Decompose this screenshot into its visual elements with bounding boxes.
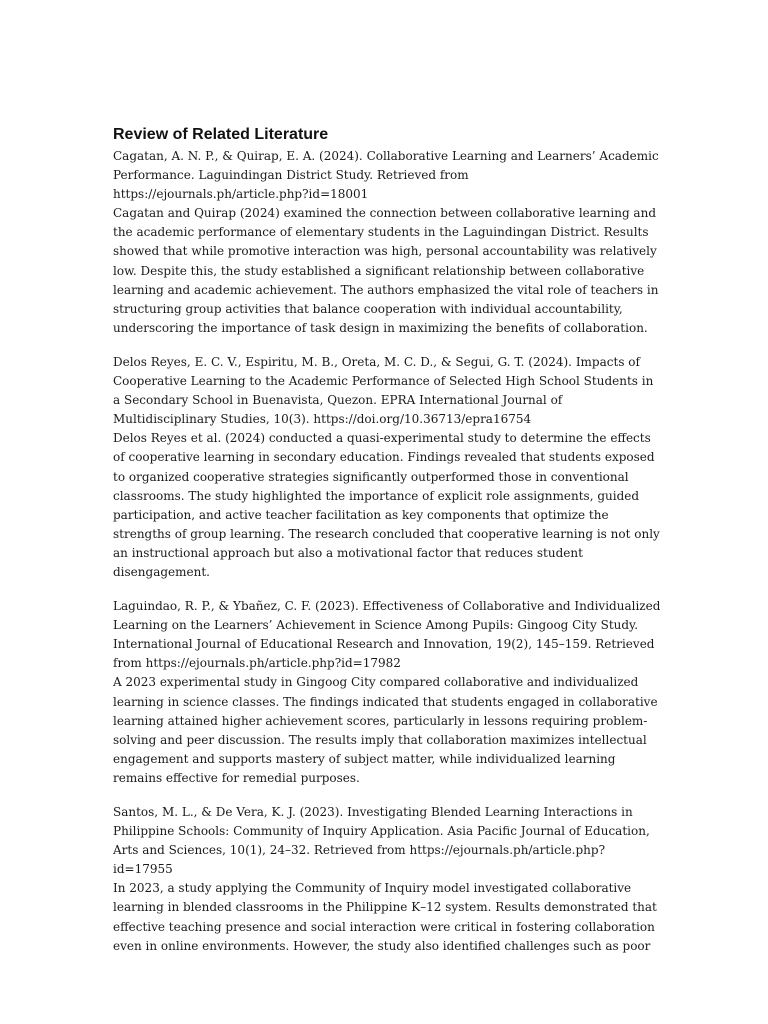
entry-citation: Delos Reyes, E. C. V., Espiritu, M. B., Oreta, M. C. D., & Segui, G. T. (2024). Impacts of Cooperative Learning to the Academic Performance of Selected High School Students in a Secondary School in Buenavista, Quezon. EPRA International Journal of Multidisciplinary Studies, 10(3). https://doi.org/10.36713/epra16754 — [113, 354, 654, 427]
literature-entry — [113, 147, 661, 338]
literature-entry — [113, 353, 661, 582]
document-page — [113, 124, 661, 971]
entry-summary: A 2023 experimental study in Gingoog City compared collaborative and individualized learning in science classes. The findings indicated that students engaged in collaborative learning attained higher achievement scores, particularly in lessons requiring problem-solving and peer discussion. The results imply that collaboration maximizes intellectual engagement and supports mastery of subject matter, while individualized learning remains effective for remedial purposes. — [113, 675, 658, 785]
literature-entry — [113, 803, 661, 956]
literature-entry — [113, 597, 661, 788]
entry-summary: In 2023, a study applying the Community of Inquiry model investigated collaborative learning in blended classrooms in the Philippine K–12 system. Results demonstrated that effective teaching presence and social interaction were critical in fostering collaboration even in online environments. However, the study also identified challenges such as poor — [113, 881, 657, 953]
section-heading: Review of Related Literature — [113, 126, 329, 143]
entry-citation: Laguindao, R. P., & Ybañez, C. F. (2023). Effectiveness of Collaborative and Individualized Learning on the Learners’ Achievement in Science Among Pupils: Gingoog City Study. International Journal of Educational Research and Innovation, 19(2), 145–159. Retrieved from https://ejournals.ph/article.php?id=17982 — [113, 599, 661, 671]
entry-summary: Cagatan and Quirap (2024) examined the connection between collaborative learning and the academic performance of elementary students in the Laguindingan District. Results showed that while promotive interaction was high, personal accountability was relatively low. Despite this, the study established a significant relationship between collaborative learning and academic achievement. The authors emphasized the vital role of teachers in structuring group activities that balance cooperation with individual accountability, underscoring the importance of task design in maximizing the benefits of collaboration. — [113, 206, 659, 335]
entry-citation: Cagatan, A. N. P., & Quirap, E. A. (2024). Collaborative Learning and Learners’ Academic Performance. Laguindingan District Study. Retrieved from https://ejournals.ph/article.php?id=18001 — [113, 149, 659, 202]
entry-citation: Santos, M. L., & De Vera, K. J. (2023). Investigating Blended Learning Interactions in Philippine Schools: Community of Inquiry Application. Asia Pacific Journal of Education, Arts and Sciences, 10(1), 24–32. Retrieved from https://ejournals.ph/article.php?id=17955 — [113, 805, 650, 877]
entry-summary: Delos Reyes et al. (2024) conducted a quasi-experimental study to determine the effects of cooperative learning in secondary education. Findings revealed that students exposed to organized cooperative strategies significantly outperformed those in conventional classrooms. The study highlighted the importance of explicit role assignments, guided participation, and active teacher facilitation as key components that optimize the strengths of group learning. The research concluded that cooperative learning is not only an instructional approach but also a motivational factor that reduces student disengagement. — [113, 431, 660, 579]
